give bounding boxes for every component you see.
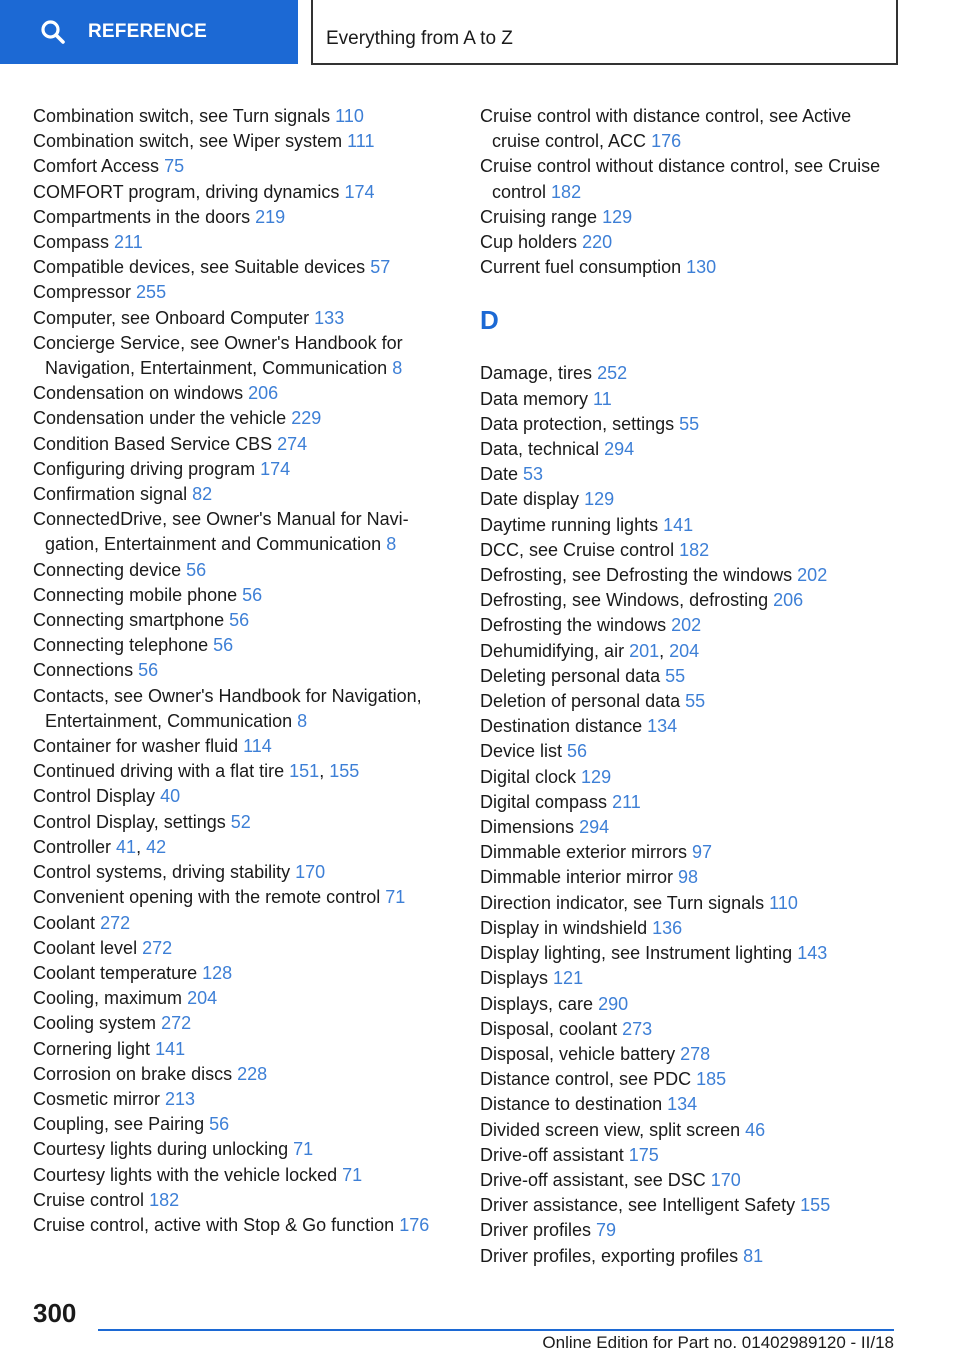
page-link[interactable]: 206 bbox=[248, 383, 279, 404]
edition-note: Online Edition for Part no. 01402989120 - II/18 bbox=[542, 1333, 894, 1352]
page-link[interactable]: 141 bbox=[155, 1038, 186, 1059]
index-entry bbox=[33, 1112, 453, 1137]
index-entry bbox=[480, 487, 900, 512]
index-entry bbox=[33, 684, 453, 734]
index-entry bbox=[33, 986, 453, 1011]
entry-term: Defrosting, see Defrosting the windows bbox=[480, 565, 793, 586]
page-link[interactable]: 141 bbox=[663, 514, 694, 535]
page-link[interactable]: 294 bbox=[579, 817, 610, 838]
index-entry bbox=[33, 885, 453, 910]
page-link[interactable]: 213 bbox=[165, 1088, 196, 1109]
index-entry bbox=[480, 1218, 900, 1243]
index-entry bbox=[480, 104, 900, 154]
entry-term: Cooling, maximum bbox=[33, 988, 183, 1009]
entry-term: Driver profiles, exporting profiles bbox=[480, 1245, 739, 1266]
entry-term: Cruise control without distance control, see Cruise control bbox=[480, 156, 881, 202]
page-link[interactable]: 133 bbox=[314, 307, 345, 328]
entry-term: Control Display, settings bbox=[33, 811, 226, 832]
entry-term: Digital compass bbox=[480, 791, 608, 812]
entry-term: Configuring driving program bbox=[33, 458, 256, 479]
entry-term: Defrosting the windows bbox=[480, 615, 667, 636]
page-link[interactable]: 110 bbox=[335, 106, 364, 126]
index-entry bbox=[480, 865, 900, 890]
page-link[interactable]: 46 bbox=[745, 1119, 766, 1140]
page-link[interactable]: 294 bbox=[604, 439, 635, 460]
index-entry bbox=[480, 992, 900, 1017]
entry-term: Control systems, driving stability bbox=[33, 862, 291, 883]
page-link[interactable]: 273 bbox=[622, 1018, 653, 1039]
index-entry: Continued driving with a flat tire 151, 155 bbox=[33, 761, 360, 782]
entry-term: Direction indicator, see Turn signals bbox=[480, 892, 765, 913]
entry-term: Comfort Access bbox=[33, 156, 160, 177]
page-number: 300 bbox=[33, 1298, 77, 1328]
entry-term: ConnectedDrive, see Owner's Manual for Navigation, Entertainment and Communication bbox=[33, 509, 409, 555]
page-link[interactable]: 220 bbox=[582, 232, 613, 253]
index-entry: Dehumidifying, air 201, 204 bbox=[480, 640, 700, 661]
entry-term: Display lighting, see Instrument lighting bbox=[480, 943, 793, 964]
index-entry bbox=[33, 331, 453, 381]
page-link[interactable]: 175 bbox=[628, 1144, 659, 1165]
entry-term: Convenient opening with the remote control bbox=[33, 887, 381, 908]
entry-term: Displays, care bbox=[480, 993, 594, 1014]
entry-term: Coolant temperature bbox=[33, 962, 198, 983]
entry-term: Contacts, see Owner's Handbook for Navigation, Entertainment, Communication bbox=[33, 685, 422, 731]
index-entry bbox=[480, 664, 900, 689]
page-link[interactable]: 52 bbox=[230, 811, 251, 832]
page-link[interactable]: 206 bbox=[773, 590, 804, 611]
index-entry bbox=[480, 1092, 900, 1117]
index-entry bbox=[33, 860, 453, 885]
index-entry bbox=[480, 941, 900, 966]
index-entry bbox=[480, 361, 900, 386]
entry-term: Continued driving with a flat tire bbox=[33, 761, 285, 782]
index-entry bbox=[33, 129, 453, 154]
page-link[interactable]: 56 bbox=[567, 741, 588, 762]
index-entry bbox=[480, 1017, 900, 1042]
page-link[interactable]: 55 bbox=[679, 413, 700, 434]
index-entry bbox=[480, 790, 900, 815]
index-entry bbox=[480, 1193, 900, 1218]
page-link[interactable]: 71 bbox=[385, 887, 406, 908]
entry-term: Divided screen view, split screen bbox=[480, 1119, 741, 1140]
index-entry bbox=[33, 810, 453, 835]
footer-rule bbox=[98, 1329, 894, 1331]
page-link[interactable]: 53 bbox=[523, 464, 544, 485]
entry-term: Defrosting, see Windows, defrosting bbox=[480, 590, 769, 611]
page-link[interactable]: 98 bbox=[678, 867, 699, 888]
entry-term: Drive-off assistant, see DSC bbox=[480, 1169, 706, 1190]
index-entry bbox=[33, 230, 453, 255]
entry-term: Dimmable exterior mirrors bbox=[480, 842, 688, 863]
page-link[interactable]: 182 bbox=[149, 1189, 180, 1210]
entry-term: Displays bbox=[480, 968, 549, 989]
section-tab bbox=[0, 0, 298, 64]
entry-term: Compartments in the doors bbox=[33, 206, 251, 227]
page-link[interactable]: 136 bbox=[652, 917, 683, 938]
page-link[interactable]: 56 bbox=[242, 584, 263, 605]
index-entry bbox=[33, 658, 453, 683]
index-entry bbox=[33, 1137, 453, 1162]
page-link[interactable]: 176 bbox=[651, 131, 682, 152]
page-link[interactable]: 57 bbox=[370, 257, 391, 278]
page-link[interactable]: 151 bbox=[289, 761, 320, 782]
index-entry bbox=[480, 1067, 900, 1092]
index-entry bbox=[33, 961, 453, 986]
entry-term: Container for washer fluid bbox=[33, 736, 239, 757]
entry-term: Coolant bbox=[33, 912, 96, 933]
page-title: Everything from A to Z bbox=[326, 28, 513, 49]
index-entry bbox=[33, 154, 453, 179]
entry-term: Compass bbox=[33, 232, 110, 253]
page-link[interactable]: 182 bbox=[551, 181, 582, 202]
index-entry bbox=[33, 1087, 453, 1112]
page-link[interactable]: 56 bbox=[186, 559, 207, 580]
page-link[interactable]: 129 bbox=[602, 206, 633, 227]
index-entry bbox=[480, 1244, 900, 1269]
page-link[interactable]: 272 bbox=[100, 912, 131, 933]
index-entry bbox=[33, 507, 453, 557]
index-entry bbox=[33, 205, 453, 230]
index-entry bbox=[33, 306, 453, 331]
entry-term: Daytime running lights bbox=[480, 514, 659, 535]
index-entry bbox=[480, 966, 900, 991]
page-link[interactable]: 128 bbox=[202, 962, 233, 983]
page-link[interactable]: 8 bbox=[386, 534, 397, 555]
entry-term: Distance control, see PDC bbox=[480, 1069, 692, 1090]
page-link[interactable]: 114 bbox=[243, 736, 272, 757]
page-link[interactable]: 82 bbox=[192, 484, 213, 505]
page-link[interactable]: 129 bbox=[581, 766, 612, 787]
index-entry bbox=[480, 1143, 900, 1168]
entry-term: Cup holders bbox=[480, 232, 578, 253]
index-entry bbox=[33, 482, 453, 507]
entry-term: Coolant level bbox=[33, 937, 138, 958]
entry-term: Device list bbox=[480, 741, 563, 762]
page-link[interactable]: 202 bbox=[797, 565, 828, 586]
index-entry bbox=[480, 1042, 900, 1067]
entry-term: Combination switch, see Turn signals bbox=[33, 106, 331, 126]
page-link[interactable]: 42 bbox=[146, 836, 167, 857]
page-link[interactable]: 182 bbox=[679, 539, 710, 560]
entry-term: Date display bbox=[480, 489, 580, 510]
entry-term: Damage, tires bbox=[480, 363, 593, 384]
page-link[interactable]: 255 bbox=[136, 282, 167, 303]
entry-term: Disposal, coolant bbox=[480, 1018, 618, 1039]
index-entry bbox=[33, 1188, 453, 1213]
entry-term: Data protection, settings bbox=[480, 413, 675, 434]
page-link[interactable]: 229 bbox=[291, 408, 322, 429]
page-link[interactable]: 8 bbox=[392, 358, 403, 379]
entry-term: Cosmetic mirror bbox=[33, 1088, 161, 1109]
page-link[interactable]: 278 bbox=[680, 1043, 711, 1064]
index-column-left bbox=[33, 104, 453, 1238]
entry-term: COMFORT program, driving dynamics bbox=[33, 181, 340, 202]
page-link[interactable]: 130 bbox=[686, 257, 717, 278]
entry-term: Control Display bbox=[33, 786, 156, 807]
entry-term: Dimmable interior mirror bbox=[480, 867, 674, 888]
page-link[interactable]: 143 bbox=[797, 943, 828, 964]
entry-term: Drive-off assistant bbox=[480, 1144, 624, 1165]
entry-term: Condensation on windows bbox=[33, 383, 244, 404]
entry-term: Cruise control, active with Stop & Go function bbox=[33, 1214, 395, 1235]
entry-term: Cruise control bbox=[33, 1189, 145, 1210]
page-link[interactable]: 40 bbox=[160, 786, 181, 807]
entry-term: Condition Based Service CBS bbox=[33, 433, 273, 454]
page-link[interactable]: 219 bbox=[255, 206, 286, 227]
index-entry bbox=[480, 462, 900, 487]
entry-term: Dehumidifying, air bbox=[480, 640, 625, 661]
section-label: REFERENCE bbox=[88, 21, 207, 42]
index-entry bbox=[480, 230, 900, 255]
index-entry bbox=[33, 1213, 453, 1238]
index-entry bbox=[480, 613, 900, 638]
index-entry bbox=[33, 583, 453, 608]
entry-term: Connecting smartphone bbox=[33, 610, 225, 631]
page-link[interactable]: 204 bbox=[187, 988, 218, 1009]
entry-term: Controller bbox=[33, 836, 112, 857]
page-link[interactable]: 211 bbox=[612, 791, 641, 812]
index-entry bbox=[480, 1118, 900, 1143]
page-link[interactable]: 11 bbox=[593, 388, 612, 409]
page-link[interactable]: 55 bbox=[665, 665, 686, 686]
page-link[interactable]: 176 bbox=[399, 1214, 430, 1235]
page-link[interactable]: 121 bbox=[553, 968, 584, 989]
index-entry bbox=[480, 563, 900, 588]
index-entry bbox=[480, 689, 900, 714]
entry-term: Concierge Service, see Owner's Handbook for Navigation, Entertainment, Communication bbox=[33, 332, 403, 379]
page-link[interactable]: 170 bbox=[710, 1169, 741, 1190]
index-entry bbox=[33, 558, 453, 583]
index-entry bbox=[480, 154, 900, 204]
page-link[interactable]: 174 bbox=[344, 181, 375, 202]
entry-term: Connecting telephone bbox=[33, 635, 209, 656]
page-link[interactable]: 252 bbox=[597, 363, 628, 384]
page-link[interactable]: 75 bbox=[164, 156, 185, 177]
page-link[interactable]: 71 bbox=[293, 1139, 314, 1160]
entry-term: Cruise control with distance control, see Active cruise control, ACC bbox=[480, 106, 852, 152]
page-link[interactable]: 56 bbox=[229, 610, 250, 631]
page-link[interactable]: 211 bbox=[114, 232, 143, 253]
page-link[interactable]: 129 bbox=[584, 489, 615, 510]
index-entry bbox=[480, 588, 900, 613]
index-entry bbox=[33, 432, 453, 457]
index-entry bbox=[33, 255, 453, 280]
index-entry bbox=[480, 412, 900, 437]
index-group-c-continued bbox=[480, 104, 900, 280]
page-link[interactable]: 111 bbox=[347, 131, 375, 152]
index-entry bbox=[480, 891, 900, 916]
entry-term: Deletion of personal data bbox=[480, 691, 681, 712]
entry-term: Corrosion on brake discs bbox=[33, 1063, 233, 1084]
index-entry bbox=[480, 739, 900, 764]
index-entry bbox=[33, 1163, 453, 1188]
entry-term: Compressor bbox=[33, 282, 132, 303]
page-link[interactable]: 81 bbox=[743, 1245, 764, 1266]
page-link[interactable]: 272 bbox=[161, 1013, 192, 1034]
entry-term: Combination switch, see Wiper system bbox=[33, 131, 343, 152]
index-entry bbox=[33, 1037, 453, 1062]
index-entry bbox=[480, 765, 900, 790]
page-link[interactable]: 55 bbox=[685, 691, 706, 712]
entry-term: DCC, see Cruise control bbox=[480, 539, 675, 560]
page-link[interactable]: 170 bbox=[295, 862, 326, 883]
entry-term: Compatible devices, see Suitable devices bbox=[33, 257, 366, 278]
page-link[interactable]: 56 bbox=[138, 660, 159, 681]
page-link[interactable]: 134 bbox=[667, 1094, 698, 1115]
entry-term: Data memory bbox=[480, 388, 589, 409]
entry-term: Courtesy lights during unlocking bbox=[33, 1139, 289, 1160]
page-link[interactable]: 202 bbox=[671, 615, 702, 636]
page-link[interactable]: 79 bbox=[596, 1220, 617, 1241]
index-entry bbox=[33, 180, 453, 205]
index-entry bbox=[33, 457, 453, 482]
index-entry bbox=[33, 104, 453, 129]
entry-term: Connecting device bbox=[33, 559, 182, 580]
index-entry bbox=[480, 815, 900, 840]
index-entry bbox=[33, 1062, 453, 1087]
page-link[interactable]: 97 bbox=[692, 842, 713, 863]
index-group-d bbox=[480, 361, 900, 1268]
index-entry bbox=[480, 513, 900, 538]
page-link[interactable]: 110 bbox=[769, 892, 798, 913]
page-link[interactable]: 8 bbox=[297, 710, 308, 731]
entry-term: Computer, see Onboard Computer bbox=[33, 307, 310, 328]
index-entry bbox=[33, 608, 453, 633]
entry-term: Coupling, see Pairing bbox=[33, 1114, 205, 1135]
index-entry bbox=[33, 633, 453, 658]
page-link[interactable]: 204 bbox=[669, 640, 700, 661]
entry-term: Distance to destination bbox=[480, 1094, 663, 1115]
page-link[interactable]: 228 bbox=[237, 1063, 268, 1084]
entry-term: Driver profiles bbox=[480, 1220, 592, 1241]
page-link[interactable]: 174 bbox=[260, 458, 291, 479]
entry-term: Condensation under the vehicle bbox=[33, 408, 287, 429]
entry-term: Digital clock bbox=[480, 766, 577, 787]
index-entry bbox=[480, 1168, 900, 1193]
page-link[interactable]: 155 bbox=[329, 761, 360, 782]
page-link[interactable]: 56 bbox=[209, 1114, 230, 1135]
index-entry bbox=[33, 381, 453, 406]
entry-term: Cooling system bbox=[33, 1013, 157, 1034]
entry-term: Current fuel consumption bbox=[480, 257, 682, 278]
index-entry bbox=[480, 916, 900, 941]
page-link[interactable]: 185 bbox=[696, 1069, 727, 1090]
entry-term: Confirmation signal bbox=[33, 484, 188, 505]
index-entry bbox=[480, 387, 900, 412]
index-entry bbox=[480, 840, 900, 865]
page-link[interactable]: 272 bbox=[142, 937, 173, 958]
search-icon bbox=[40, 19, 66, 45]
entry-term: Destination distance bbox=[480, 716, 643, 737]
page-link[interactable]: 41 bbox=[116, 836, 137, 857]
index-entry bbox=[33, 1011, 453, 1036]
page-link[interactable]: 290 bbox=[598, 993, 629, 1014]
entry-term: Dimensions bbox=[480, 817, 575, 838]
index-entry bbox=[33, 936, 453, 961]
entry-term: Cornering light bbox=[33, 1038, 151, 1059]
index-entry bbox=[33, 911, 453, 936]
page-link[interactable]: 71 bbox=[342, 1164, 363, 1185]
index-entry bbox=[33, 784, 453, 809]
entry-term: Disposal, vehicle battery bbox=[480, 1043, 676, 1064]
page-link[interactable]: 134 bbox=[647, 716, 678, 737]
page-link[interactable]: 201 bbox=[629, 640, 660, 661]
page-link[interactable]: 274 bbox=[277, 433, 308, 454]
page-link[interactable]: 155 bbox=[800, 1195, 831, 1216]
entry-term: Driver assistance, see Intelligent Safety bbox=[480, 1195, 796, 1216]
page-link[interactable]: 56 bbox=[213, 635, 234, 656]
entry-term: Connections bbox=[33, 660, 134, 681]
entry-term: Data, technical bbox=[480, 439, 600, 460]
index-entry bbox=[33, 406, 453, 431]
index-entry bbox=[480, 437, 900, 462]
index-entry bbox=[33, 280, 453, 305]
index-entry bbox=[33, 734, 453, 759]
entry-term: Courtesy lights with the vehicle locked bbox=[33, 1164, 338, 1185]
entry-term: Cruising range bbox=[480, 206, 598, 227]
entry-term: Deleting personal data bbox=[480, 665, 661, 686]
entry-term: Display in windshield bbox=[480, 917, 648, 938]
index-entry: Controller 41, 42 bbox=[33, 836, 167, 857]
index-entry bbox=[480, 205, 900, 230]
entry-term: Date bbox=[480, 464, 519, 485]
index-entry bbox=[480, 714, 900, 739]
entry-term: Connecting mobile phone bbox=[33, 584, 238, 605]
index-entry bbox=[480, 538, 900, 563]
index-entry bbox=[480, 255, 900, 280]
letter-heading: D bbox=[480, 305, 499, 336]
index-column-right bbox=[480, 104, 900, 1269]
